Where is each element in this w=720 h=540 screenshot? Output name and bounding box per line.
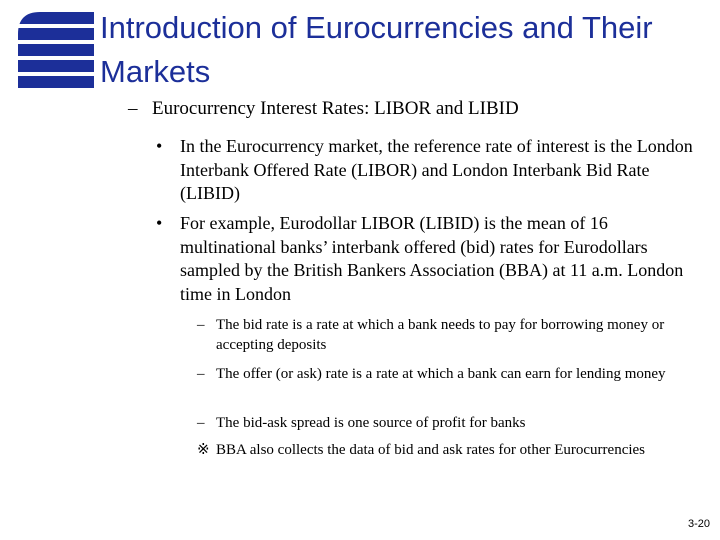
bullet-item [156,212,696,306]
bullet-text: In the Eurocurrency market, the reference rate of interest is the London Interbank Offered Rate (LIBOR) and London Interbank Bid Rate (LIBID) [180,136,693,203]
bullet-text: For example, Eurodollar LIBOR (LIBID) is the mean of 16 multinational banks’ interbank offered (bid) rates for Eurodollars sampled by the British Bankers Association (BBA) at 11 a.m. London time in London [180,213,684,304]
heading-dash-marker: – [128,98,138,119]
sub-bullet-text: The offer (or ask) rate is a rate at which a bank can earn for lending money [216,366,666,382]
sub-bullet-text: The bid-ask spread is one source of profit for banks [216,415,526,431]
sub-bullet-marker: – [197,366,205,382]
bullet-marker: • [156,136,163,156]
sub-bullet-item [197,315,697,355]
sub-bullet-text: The bid rate is a rate at which a bank needs to pay for borrowing money or accepting deposits [216,317,665,353]
sub-bullet-text: BBA also collects the data of bid and ask rates for other Eurocurrencies [216,442,646,458]
sub-bullet-item [197,364,697,384]
reference-mark-marker: ※ [197,442,210,458]
sub-bullet-item [197,413,697,433]
page-number: 3-20 [687,518,710,530]
bullet-item [156,135,696,206]
sub-bullet-item [197,440,697,460]
globe-stripes-icon [18,12,94,88]
bullet-marker: • [156,213,163,233]
sub-bullet-marker: – [197,415,205,431]
sub-bullet-marker: – [197,317,205,333]
slide-title: Introduction of Eurocurrencies and Their Markets [100,10,653,89]
heading-text: Eurocurrency Interest Rates: LIBOR and LIBID [152,98,519,119]
